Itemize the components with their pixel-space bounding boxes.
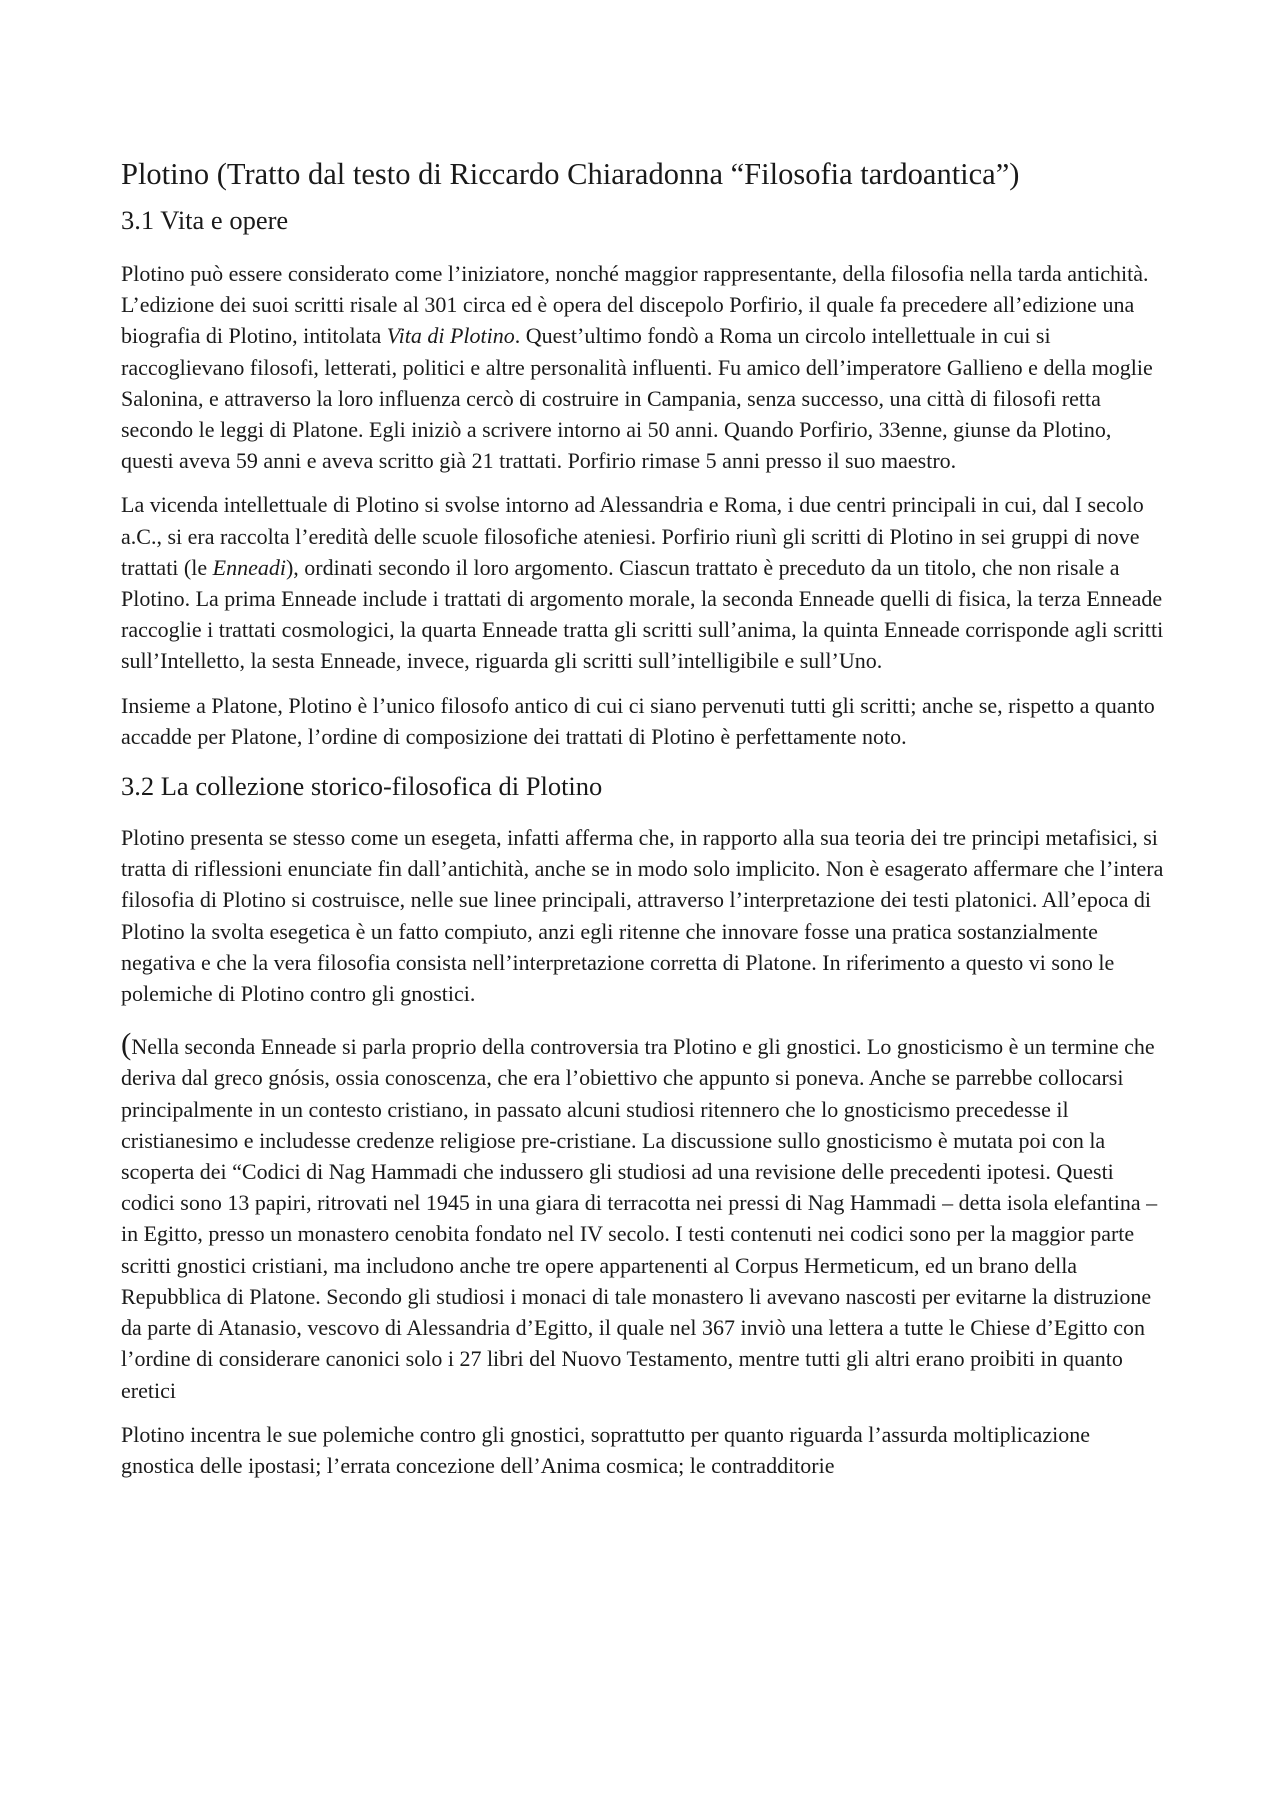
- document-title: Plotino (Tratto dal testo di Riccardo Chiaradonna “Filosofia tardoantica”): [121, 157, 1020, 191]
- paragraph-enneadi: La vicenda intellettuale di Plotino si svolse intorno ad Alessandria e Roma, i due centri principali in cui, dal I secolo a.C., si era raccolta l’eredità delle scuole filosofiche ateniesi. Porfirio riunì gli scritti di Plotino in sei gruppi di nove trattati (le Enneadi), ordinati secondo il loro argomento. Ciascun trattato è preceduto da un titolo, che non risale a Plotino. La prima Enneade include i trattati di argomento morale, la seconda Enneade quelli di fisica, la terza Enneade raccoglie i trattati cosmologici, la quarta Enneade tratta gli scritti sull’anima, la quinta Enneade corrisponde agli scritti sull’Intelletto, la sesta Enneade, invece, riguarda gli scritti sull’intelligibile e sull’Uno.: [121, 492, 1164, 674]
- paragraph-scritti: Insieme a Platone, Plotino è l’unico filosofo antico di cui ci siano pervenuti tutti gli scritti; anche se, rispetto a quanto accadde per Platone, l’ordine di composizione dei trattati di Plotino è perfettamente noto.: [121, 692, 1155, 749]
- section-heading-collezione: 3.2 La collezione storico-filosofica di Plotino: [121, 771, 603, 802]
- opening-parenthesis: (: [121, 1026, 132, 1062]
- paragraph-gnostici: (Nella seconda Enneade si parla proprio della controversia tra Plotino e gli gnostici. Lo gnosticismo è un termine che deriva dal greco gnósis, ossia conoscenza, che era l’obiettivo che appunto si poneva. Anche se parrebbe collocarsi principalmente in un contesto cristiano, in passato alcuni studiosi ritennero che lo gnosticismo precedesse il cristianesimo e includesse credenze religiose pre-cristiane. La discussione sullo gnosticismo è mutata poi con la scoperta dei “Codici di Nag Hammadi che indussero gli studiosi ad una revisione delle precedenti ipotesi. Questi codici sono 13 papiri, ritrovati nel 1945 in una giara di terracotta nei pressi di Nag Hammadi – detta isola elefantina – in Egitto, presso un monastero cenobita fondato nel IV secolo. I testi contenuti nei codici sono per la maggior parte scritti gnostici cristiani, ma includono anche tre opere appartenenti al Corpus Hermeticum, ed un brano della Repubblica di Platone. Secondo gli studiosi i monaci di tale monastero li avevano nascosti per evitarne la distruzione da parte di Atanasio, vescovo di Alessandria d’Egitto, il quale nel 367 inviò una lettera a tutte le Chiese d’Egitto con l’ordine di considerare canonici solo i 27 libri del Nuovo Testamento, mentre tutti gli altri erano proibiti in quanto eretici: [121, 1026, 1158, 1403]
- paragraph-vita: Plotino può essere considerato come l’iniziatore, nonché maggior rappresentante, della filosofia nella tarda antichità. L’edizione dei suoi scritti risale al 301 circa ed è opera del discepolo Porfirio, il quale fa precedere all’edizione una biografia di Plotino, intitolata Vita di Plotino. Quest’ultimo fondò a Roma un circolo intellettuale in cui si raccoglievano filosofi, letterati, politici e altre personalità influenti. Fu amico dell’imperatore Gallieno e della moglie Salonina, e attraverso la loro influenza cercò di costruire in Campania, senza successo, una città di filosofi retta secondo le leggi di Platone. Egli iniziò a scrivere intorno ai 50 anni. Quando Porfirio, 33enne, giunse da Plotino, questi aveva 59 anni e aveva scritto già 21 trattati. Porfirio rimase 5 anni presso il suo maestro.: [121, 261, 1153, 474]
- paragraph-esegeta: Plotino presenta se stesso come un esegeta, infatti afferma che, in rapporto alla sua teoria dei tre principi metafisici, si tratta di riflessioni enunciate fin dall’antichità, anche se in modo solo implicito. Non è esagerato affermare che l’intera filosofia di Plotino si costruisce, nelle sue linee principali, attraverso l’interpretazione dei testi platonici. All’epoca di Plotino la svolta esegetica è un fatto compiuto, anzi egli ritenne che innovare fosse una pratica sostanzialmente negativa e che la vera filosofia consista nell’interpretazione corretta di Platone. In riferimento a questo vi sono le polemiche di Plotino contro gli gnostici.: [121, 825, 1164, 1007]
- italic-title-enneadi: Enneadi: [212, 554, 286, 580]
- italic-title-vita-di-plotino: Vita di Plotino: [386, 323, 515, 349]
- paragraph-polemiche: Plotino incentra le sue polemiche contro gli gnostici, soprattutto per quanto riguarda l’assurda moltiplicazione gnostica delle ipostasi; l’errata concezione dell’Anima cosmica; le contradditorie: [121, 1421, 1090, 1478]
- document-body: [121, 152, 1165, 1481]
- section-heading-vita-e-opere: 3.1 Vita e opere: [121, 205, 289, 235]
